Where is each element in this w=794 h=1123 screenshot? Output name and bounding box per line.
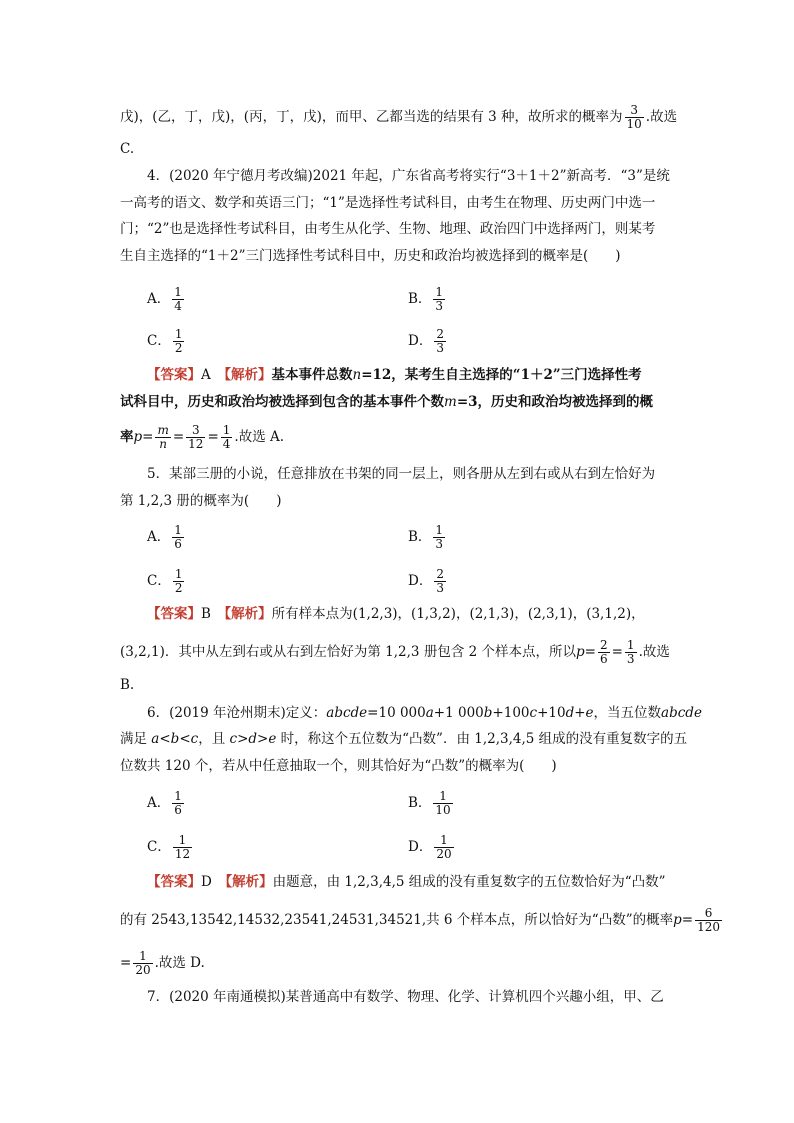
option-label: B．: [408, 529, 432, 545]
q5-answer-line-3: B.: [120, 677, 135, 693]
fraction-denominator: 6: [174, 537, 182, 551]
fraction: [172, 286, 184, 313]
fraction-numerator: 2: [436, 567, 444, 581]
fraction-numerator: 1: [435, 285, 444, 299]
q6-option-b: [408, 790, 455, 817]
analysis-tag: 【解析】: [225, 874, 273, 890]
q6-option-d: [408, 834, 456, 861]
fraction-numerator: 1: [174, 567, 183, 581]
stem-text: +100: [492, 705, 530, 721]
fraction: [434, 834, 453, 861]
fraction-denominator: 12: [174, 847, 191, 861]
top-line-1-tail: .故选: [645, 109, 678, 125]
fraction-numerator: 2: [436, 327, 444, 341]
q6-option-c: [147, 834, 194, 861]
fraction: $\frac{2}{6}$: [599, 638, 608, 666]
fraction-numerator: 1: [434, 834, 453, 848]
fraction-numerator: 1: [173, 834, 192, 848]
fraction: [433, 286, 445, 313]
analysis-text: =12，某考生自主选择的“1＋2”三门选择性考: [361, 367, 642, 383]
q6-stem-line-2: 满足 a<b<c，且 c>d>e 时，称这个五位数为“凸数”．由 1,2,3,4,5 组成的没有重复数字的五: [120, 731, 688, 747]
fraction-denominator: 10: [435, 803, 451, 817]
analysis-tag: 【解析】: [224, 606, 272, 622]
fraction: [434, 328, 446, 355]
fraction: $\frac{6}{120}$: [697, 906, 720, 934]
q6-stem-line-3: 位数共 120 个，若从中任意抽取一个，则其恰好为“凸数”的概率为( ): [120, 758, 557, 774]
q6-answer-line-3: = $\frac{1}{20}$ .故选 D.: [120, 949, 205, 977]
fraction: $\frac{3}{12}$: [188, 423, 204, 451]
q4-answer-line-3: 率p= $\frac{m}{n}$ = $\frac{3}{12}$ = $\frac{1}{4}$ .故选 A.: [120, 423, 285, 451]
analysis-text: 的有 2543,13542,14532,23541,24531,34521,共 6 个样本点，所以恰好为“凸数”的概率: [120, 912, 674, 928]
q6-stem-line-1: 6．(2019 年沧州期末)定义：abcde=10 000a+1 000b+100c+10d+e，当五位数abcde: [147, 705, 702, 721]
analysis-text: 试科目中，历史和政治均被选择到包含的基本事件个数: [120, 394, 444, 410]
analysis-tail: .故选 D.: [154, 955, 205, 971]
fraction-denominator: 20: [436, 847, 452, 861]
q5-answer-line-1: [147, 604, 707, 624]
stem-text: =10 000: [367, 705, 426, 721]
analysis-text: =3，历史和政治均被选择到的概: [456, 394, 654, 410]
option-label: D．: [408, 573, 433, 589]
fraction-denominator: 2: [174, 581, 183, 595]
q4-stem-line-4: 生自主选择的“1＋2”三门选择性考试科目中，历史和政治均被选择到的概率是( ): [120, 248, 621, 264]
q7-stem-line-1: 7．(2020 年南通模拟)某普通高中有数学、物理、化学、计算机四个兴趣小组，甲、乙: [147, 989, 664, 1005]
fraction-numerator: 3: [625, 104, 644, 118]
q4-option-b: [408, 286, 447, 313]
stem-text: +1 000: [433, 705, 484, 721]
q4-stem-line-3: 门；“2”也是选择性考试科目，由考生从化学、生物、地理、政治四门中选择两门，则某考: [120, 221, 656, 237]
q4-option-c: [147, 328, 186, 355]
option-label: A．: [147, 291, 171, 307]
fraction: $\frac{1}{3}$: [626, 638, 635, 666]
fraction: [433, 524, 445, 551]
fraction-denominator: 3: [435, 537, 444, 551]
q4-option-d: [408, 328, 448, 355]
fraction: [172, 790, 184, 817]
q4-answer-line-2: 试科目中，历史和政治均被选择到包含的基本事件个数m=3，历史和政治均被选择到的概: [120, 394, 654, 410]
fraction: [625, 104, 644, 131]
analysis-tail: .故选 A.: [234, 429, 285, 445]
q5-option-c: [147, 568, 186, 595]
answer-tag: 【答案】: [147, 874, 201, 890]
fraction-denominator: 10: [626, 117, 642, 131]
fraction: [172, 524, 184, 551]
top-line-1-text: 戊)，(乙，丁，戊)，(丙，丁，戊)，而甲、乙都当选的结果有 3 种，故所求的概率为: [120, 109, 623, 125]
option-label: C．: [147, 839, 171, 855]
fraction-denominator: 3: [436, 341, 444, 355]
q5-option-a: [147, 524, 186, 551]
fraction: $\frac{1}{4}$: [222, 423, 231, 451]
fraction-denominator: 4: [174, 299, 182, 313]
fraction-numerator: 1: [433, 790, 452, 804]
stem-text: ，当五位数: [593, 705, 662, 721]
stem-text: 时，称这个五位数为“凸数”．由 1,2,3,4,5 组成的没有重复数字的五: [280, 731, 688, 747]
q6-answer-line-1: [147, 872, 707, 892]
q5-stem-line-1: 5．某部三册的小说，任意排放在书架的同一层上，则各册从左到右或从右到左恰好为: [147, 466, 656, 482]
stem-text: ，且: [198, 731, 226, 747]
q5-option-d: [408, 568, 448, 595]
stem-text: 6．(2019 年沧州期末)定义：: [147, 705, 327, 721]
q4-answer-line-1: 【答案】A 【解析】基本事件总数n=12，某考生自主选择的“1＋2”三门选择性考: [147, 367, 642, 383]
fraction-denominator: 6: [174, 803, 182, 817]
fraction-numerator: 1: [174, 523, 182, 537]
fraction-numerator: 1: [435, 523, 444, 537]
fraction-denominator: 3: [436, 581, 444, 595]
option-label: C．: [147, 333, 171, 349]
answer-tag: 【答案】: [147, 606, 201, 622]
analysis-tail: .故选: [638, 644, 670, 660]
q6-option-a: [147, 790, 186, 817]
fraction-numerator: 1: [174, 789, 182, 803]
analysis-text: 率: [120, 429, 134, 445]
fraction: [173, 834, 192, 861]
stem-text: 满足: [120, 731, 147, 747]
option-label: A．: [147, 795, 171, 811]
fraction-denominator: 2: [174, 341, 183, 355]
q4-stem-line-1: 4．(2020 年宁德月考改编)2021 年起，广东省高考将实行“3＋1＋2”新高考．“3”是统: [147, 168, 670, 184]
stem-text: +10: [537, 705, 566, 721]
q4-stem-line-2: 一高考的语文、数学和英语三门；“1”是选择性考试科目，由考生在物理、历史两门中选一: [120, 195, 656, 211]
option-label: B．: [408, 795, 432, 811]
analysis-text: 基本事件总数: [271, 367, 353, 383]
q5-answer-line-2: (3,2,1)．其中从左到右或从右到左恰好为第 1,2,3 册包含 2 个样本点，所以p= $\frac{2}{6}$ = $\frac{1}{3}$ .故选: [120, 638, 670, 666]
option-label: B．: [408, 291, 432, 307]
option-label: D．: [408, 839, 433, 855]
fraction-numerator: 1: [174, 327, 183, 341]
top-line-2: C.: [120, 141, 135, 157]
q4-option-a: [147, 286, 186, 313]
answer-value: B: [201, 606, 211, 622]
answer-value: D: [201, 874, 212, 890]
q5-stem-line-2: 第 1,2,3 册的概率为( ): [120, 493, 282, 509]
fraction: [173, 568, 185, 595]
analysis-text: 由题意，由 1,2,3,4,5 组成的没有重复数字的五位数恰好为“凸数”: [272, 874, 666, 890]
analysis-text: 所有样本点为(1,2,3)，(1,3,2)，(2,1,3)，(2,3,1)，(3,1,2)，: [271, 606, 645, 622]
analysis-tag: 【解析】: [224, 367, 272, 383]
analysis-text: (3,2,1)．其中从左到右或从右到左恰好为第 1,2,3 册包含 2 个样本点，所以: [120, 644, 576, 660]
fraction: $\frac{m}{n}$: [157, 423, 169, 451]
top-line-1: [120, 104, 680, 131]
fraction: [173, 328, 185, 355]
answer-value: A: [201, 367, 211, 383]
stem-text: +: [574, 705, 586, 721]
fraction: [434, 568, 446, 595]
fraction: [433, 790, 452, 817]
fraction-denominator: 3: [435, 299, 444, 313]
option-label: C．: [147, 573, 171, 589]
fraction: $\frac{1}{20}$: [135, 949, 151, 977]
q6-answer-line-2: 的有 2543,13542,14532,23541,24531,34521,共 6 个样本点，所以恰好为“凸数”的概率p= $\frac{6}{120}$: [120, 906, 720, 934]
option-label: D．: [408, 333, 433, 349]
option-label: A．: [147, 529, 171, 545]
fraction-numerator: 1: [174, 285, 182, 299]
q5-option-b: [408, 524, 447, 551]
answer-tag: 【答案】: [147, 367, 201, 383]
